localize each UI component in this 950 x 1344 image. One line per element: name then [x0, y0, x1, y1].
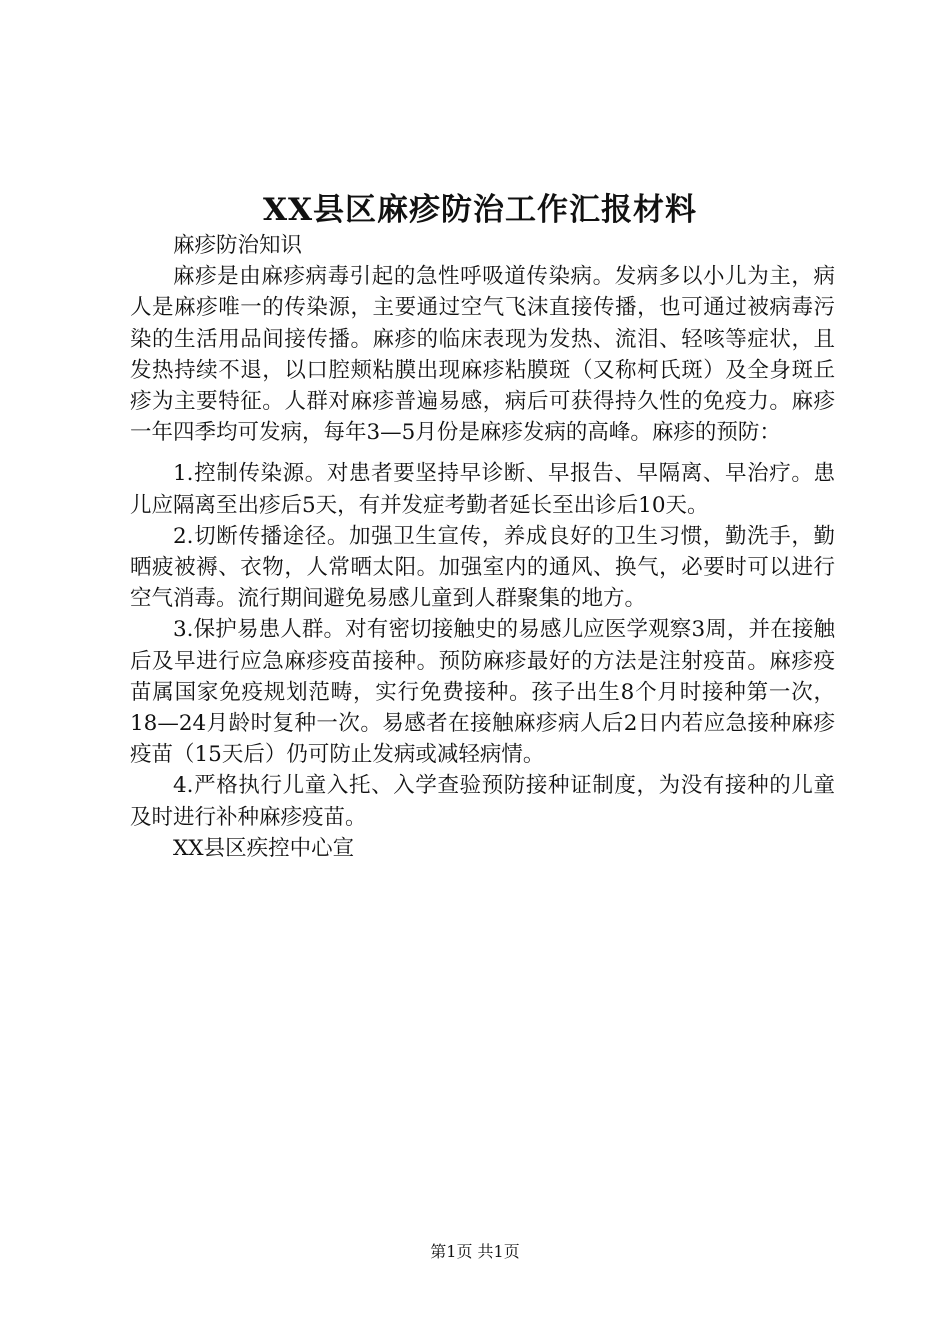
section-heading: 麻疹防治知识: [173, 233, 303, 258]
signature-line: XX县区疾控中心宣: [173, 835, 355, 861]
prevention-item-1: 1.控制传染源。对患者要坚持早诊断、早报告、早隔离、早治疗。患儿应隔离至出疹后5天，有并发症考勤者延长至出诊后10天。: [130, 461, 835, 518]
document-title: XX县区麻疹防治工作汇报材料: [262, 192, 698, 228]
prevention-item-4: 4.严格执行儿童入托、入学查验预防接种证制度，为没有接种的儿童及时进行补种麻疹疫苗。: [130, 773, 835, 830]
page-footer: 第1页 共1页: [430, 1242, 520, 1261]
prevention-item-3: 3.保护易患人群。对有密切接触史的易感儿应医学观察3周，并在接触后及早进行应急麻疹疫苗接种。预防麻疹最好的方法是注射疫苗。麻疹疫苗属国家免疫规划范畴，实行免费接种。孩子出生8个月时接种第一次，18—24月龄时复种一次。易感者在接触麻疹病人后2日内若应急接种麻疹疫苗（15天后）仍可防止发病或减轻病情。: [130, 617, 835, 768]
intro-paragraph: 麻疹是由麻疹病毒引起的急性呼吸道传染病。发病多以小儿为主，病人是麻疹唯一的传染源，主要通过空气飞沫直接传播，也可通过被病毒污染的生活用品间接传播。麻疹的临床表现为发热、流泪、轻咳等症状，且发热持续不退，以口腔颊粘膜出现麻疹粘膜斑（又称柯氏斑）及全身斑丘疹为主要特征。人群对麻疹普遍易感，病后可获得持久性的免疫力。麻疹一年四季均可发病，每年3—5月份是麻疹发病的高峰。麻疹的预防：: [130, 264, 835, 446]
prevention-item-2: 2.切断传播途径。加强卫生宣传，养成良好的卫生习惯，勤洗手，勤晒疲被褥、衣物，人常晒太阳。加强室内的通风、换气，必要时可以进行空气消毒。流行期间避免易感儿童到人群聚集的地方。: [130, 523, 835, 612]
document-body: [130, 230, 835, 864]
